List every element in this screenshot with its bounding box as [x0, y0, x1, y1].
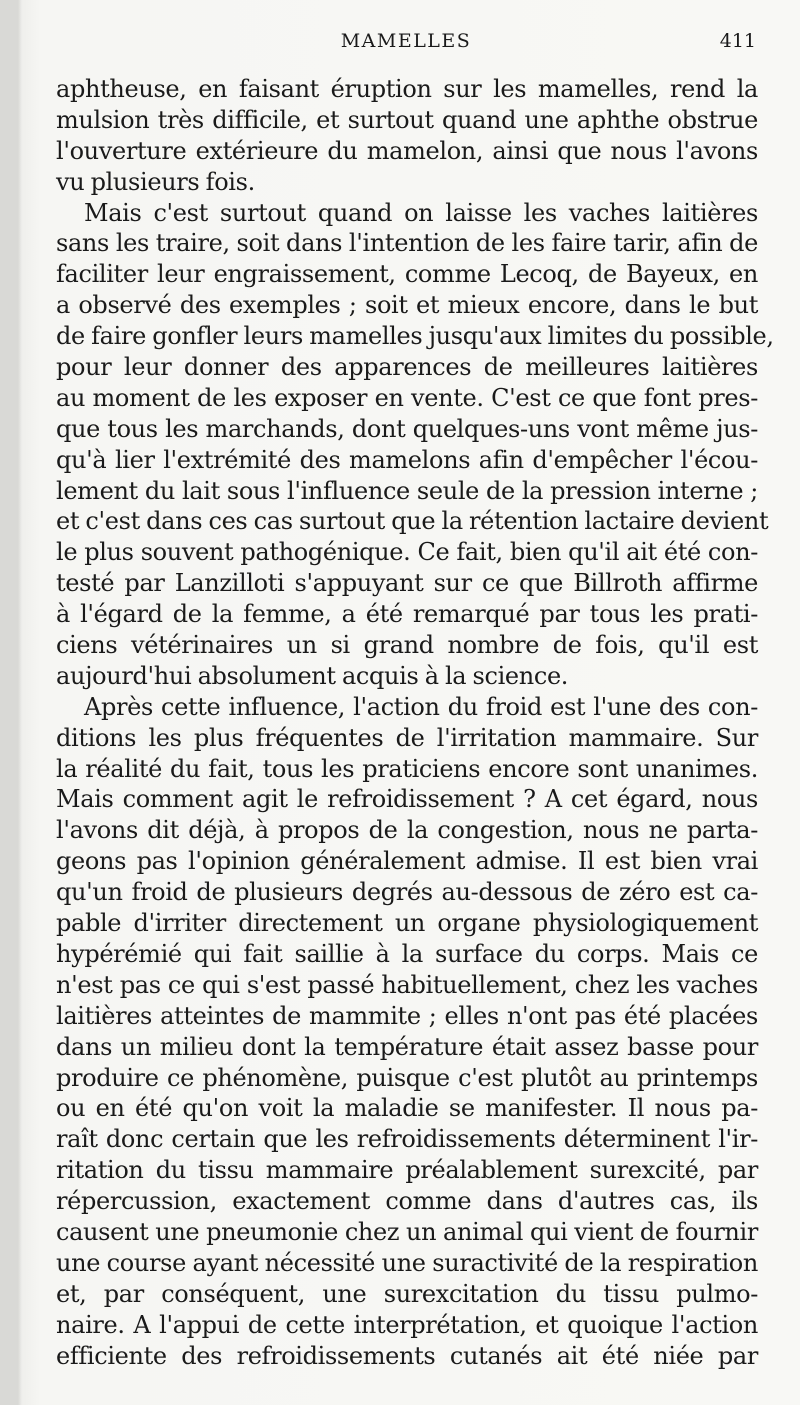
text-line: répercussion, exactement comme dans d'autres cas, ils: [56, 1187, 758, 1216]
text-line: qu'à lier l'extrémité des mamelons afin d'empêcher l'écou-: [56, 445, 758, 474]
paragraph-start-line: Mais c'est surtout quand on laisse les vaches laitières: [84, 198, 758, 227]
page-header: [56, 30, 756, 64]
paragraph-start-line: Après cette influence, l'action du froid est l'une des con-: [84, 692, 758, 721]
text-line: n'est pas ce qui s'est passé habituellement, chez les vaches: [56, 970, 758, 999]
text-line: au moment de les exposer en vente. C'est ce que font pres-: [56, 383, 758, 412]
text-line: l'avons dit déjà, à propos de la congestion, nous ne parta-: [56, 816, 758, 845]
text-line: causent une pneumonie chez un animal qui vient de fournir: [56, 1217, 758, 1246]
text-line: a observé des exemples ; soit et mieux encore, dans le but: [56, 291, 758, 320]
text-line: geons pas l'opinion généralement admise. Il est bien vrai: [56, 847, 758, 876]
text-line: que tous les marchands, dont quelques-uns vont même jus-: [56, 414, 758, 443]
text-line: à l'égard de la femme, a été remarqué par tous les prati-: [56, 600, 758, 629]
running-title: MAMELLES: [340, 30, 472, 52]
text-line: produire ce phénomène, puisque c'est plutôt au printemps: [56, 1063, 758, 1092]
text-line: vu plusieurs fois.: [56, 167, 255, 196]
text-line: ciens vétérinaires un si grand nombre de fois, qu'il est: [56, 631, 758, 660]
text-line: aphtheuse, en faisant éruption sur les mamelles, rend la: [56, 75, 758, 103]
text-line: Mais comment agit le refroidissement ? A cet égard, nous: [56, 785, 758, 814]
text-line: qu'un froid de plusieurs degrés au-dessous de zéro est ca-: [56, 878, 758, 907]
text-line: le plus souvent pathogénique. Ce fait, bien qu'il ait été con-: [56, 538, 758, 567]
text-line: pable d'irriter directement un organe physiologiquement: [56, 909, 758, 938]
text-line: faciliter leur engraissement, comme Lecoq, de Bayeux, en: [56, 260, 758, 289]
text-line: aujourd'hui absolument acquis à la science.: [56, 661, 569, 690]
text-line: dans un milieu dont la température était assez basse pour: [56, 1032, 758, 1061]
text-line: sans les traire, soit dans l'intention de les faire tarir, afin de: [56, 229, 758, 258]
text-line: ou en été qu'on voit la maladie se manifester. Il nous pa-: [56, 1094, 758, 1123]
text-line: et, par conséquent, une surexcitation du tissu pulmo-: [56, 1279, 758, 1308]
text-line: laitières atteintes de mammite ; elles n'ont pas été placées: [56, 1001, 758, 1030]
text-line: mulsion très difficile, et surtout quand une aphthe obstrue: [56, 105, 758, 134]
text-line: efficiente des refroidissements cutanés ait été niée par: [56, 1341, 758, 1370]
text-line: et c'est dans ces cas surtout que la rétention lactaire devient: [56, 507, 769, 536]
text-line: ditions les plus fréquentes de l'irritation mammaire. Sur: [56, 723, 758, 752]
text-line: une course ayant nécessité une suractivité de la respiration: [56, 1248, 758, 1277]
text-line: l'ouverture extérieure du mamelon, ainsi que nous l'avons: [56, 136, 758, 165]
text-line: testé par Lanzilloti s'appuyant sur ce que Billroth affirme: [56, 569, 758, 598]
text-line: naire. A l'appui de cette interprétation, et quoique l'action: [56, 1310, 758, 1339]
text-line: ritation du tissu mammaire préalablement surexcité, par: [56, 1156, 758, 1185]
body-text: [56, 74, 774, 1371]
page-number: 411: [719, 30, 756, 52]
text-line: lement du lait sous l'influence seule de la pression interne ;: [56, 476, 758, 505]
text-line: de faire gonfler leurs mamelles jusqu'aux limites du possible,: [56, 322, 774, 351]
text-line: la réalité du fait, tous les praticiens encore sont unanimes.: [56, 754, 758, 783]
text-line: hypérémié qui fait saillie à la surface du corps. Mais ce: [56, 939, 758, 968]
text-line: raît donc certain que les refroidissements déterminent l'ir-: [56, 1125, 758, 1154]
text-line: pour leur donner des apparences de meilleures laitières: [56, 353, 758, 382]
